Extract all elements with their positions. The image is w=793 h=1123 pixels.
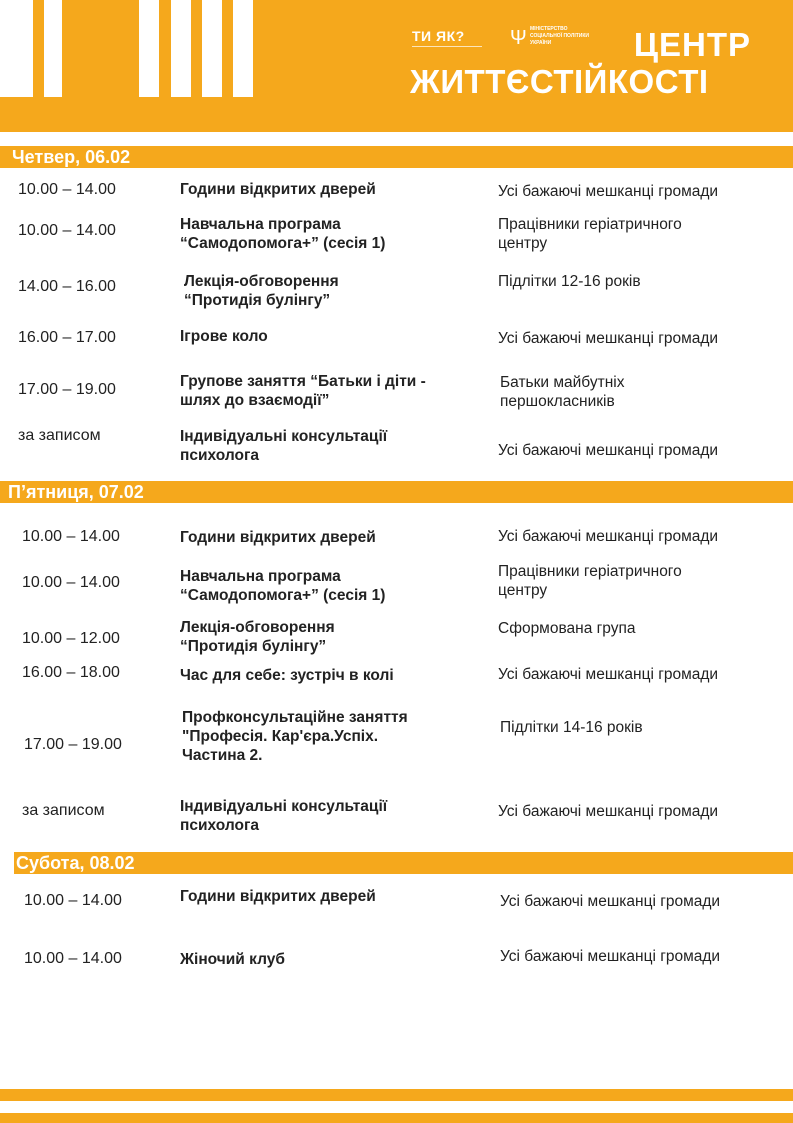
event-title: Навчальна програма “Самодопомога+” (сесія 1)	[180, 568, 386, 604]
trident-icon: Ψ	[510, 27, 527, 49]
event-audience: Усі бажаючі мешканці громади	[500, 893, 721, 910]
footer-stripe	[0, 1089, 793, 1101]
event-title: Години відкритих дверей	[180, 529, 376, 546]
event-time: за записом	[22, 802, 105, 819]
logo-ty-yak: ТИ ЯК?	[412, 28, 465, 44]
event-title: Години відкритих дверей	[180, 181, 376, 198]
event-title: Ігрове коло	[180, 328, 268, 345]
event-audience: Усі бажаючі мешканці громади	[498, 666, 719, 683]
decorative-stripe	[0, 0, 33, 97]
event-audience: Підлітки 14-16 років	[500, 719, 643, 736]
event-audience: Підлітки 12-16 років	[498, 273, 641, 290]
event-audience: Усі бажаючі мешканці громади	[500, 948, 721, 965]
event-audience: Усі бажаючі мешканці громади	[498, 528, 719, 545]
event-time: 10.00 – 14.00	[18, 181, 116, 198]
event-audience: Сформована група	[498, 620, 636, 637]
event-title: Індивідуальні консультації психолога	[180, 428, 388, 464]
event-title: Профконсультаційне заняття "Професія. Кар'єра.Успіх. Частина 2.	[182, 709, 408, 764]
decorative-stripe	[202, 0, 222, 97]
event-audience: Усі бажаючі мешканці громади	[498, 442, 719, 459]
event-title: Навчальна програма “Самодопомога+” (сесія 1)	[180, 216, 386, 252]
event-time: 16.00 – 17.00	[18, 329, 116, 346]
event-time: 17.00 – 19.00	[18, 381, 116, 398]
event-audience: Працівники геріатричного центру	[498, 216, 682, 252]
footer-stripe	[0, 1113, 793, 1123]
event-title: Години відкритих дверей	[180, 888, 376, 905]
event-time: 10.00 – 14.00	[24, 950, 122, 967]
event-time: 14.00 – 16.00	[18, 278, 116, 295]
event-title: Час для себе: зустріч в колі	[180, 667, 394, 684]
decorative-stripe	[171, 0, 191, 97]
logo-ministry-text: МІНІСТЕРСТВО СОЦІАЛЬНОЇ ПОЛІТИКИ УКРАЇНИ	[530, 26, 590, 46]
header-title-line1: ЦЕНТР	[633, 26, 751, 63]
event-title: Лекція-обговорення “Протидія булінгу”	[184, 273, 339, 309]
header-title-line2: ЖИТТЄСТІЙКОСТІ	[410, 63, 709, 100]
decorative-stripe	[44, 0, 62, 97]
header-banner	[0, 0, 793, 132]
event-audience: Усі бажаючі мешканці громади	[498, 330, 719, 347]
event-audience: Працівники геріатричного центру	[498, 563, 682, 599]
event-title: Групове заняття “Батьки і діти - шлях до взаємодії”	[180, 373, 426, 409]
day-header-saturday	[14, 852, 793, 874]
event-time: 10.00 – 12.00	[22, 630, 120, 647]
event-title: Лекція-обговорення “Протидія булінгу”	[180, 619, 335, 655]
event-audience: Усі бажаючі мешканці громади	[498, 803, 719, 820]
partner-logos	[412, 24, 612, 54]
event-time: 10.00 – 14.00	[18, 222, 116, 239]
day-header-thursday	[0, 146, 793, 168]
logo-ty-yak-underline	[412, 46, 482, 52]
event-time: 10.00 – 14.00	[22, 574, 120, 591]
event-title: Жіночий клуб	[180, 951, 285, 968]
day-header-friday	[0, 481, 793, 503]
event-title: Індивідуальні консультації психолога	[180, 798, 388, 834]
event-time: за записом	[18, 427, 101, 444]
event-time: 17.00 – 19.00	[24, 736, 122, 753]
decorative-stripe	[233, 0, 253, 97]
event-time: 16.00 – 18.00	[22, 664, 120, 681]
event-time: 10.00 – 14.00	[24, 892, 122, 909]
event-audience: Батьки майбутніх першокласників	[500, 374, 625, 410]
event-audience: Усі бажаючі мешканці громади	[498, 183, 719, 200]
day-label: Четвер, 06.02	[12, 147, 131, 167]
decorative-stripe	[139, 0, 159, 97]
day-label: П’ятниця, 07.02	[8, 482, 144, 502]
event-time: 10.00 – 14.00	[22, 528, 120, 545]
day-label: Субота, 08.02	[16, 853, 135, 873]
